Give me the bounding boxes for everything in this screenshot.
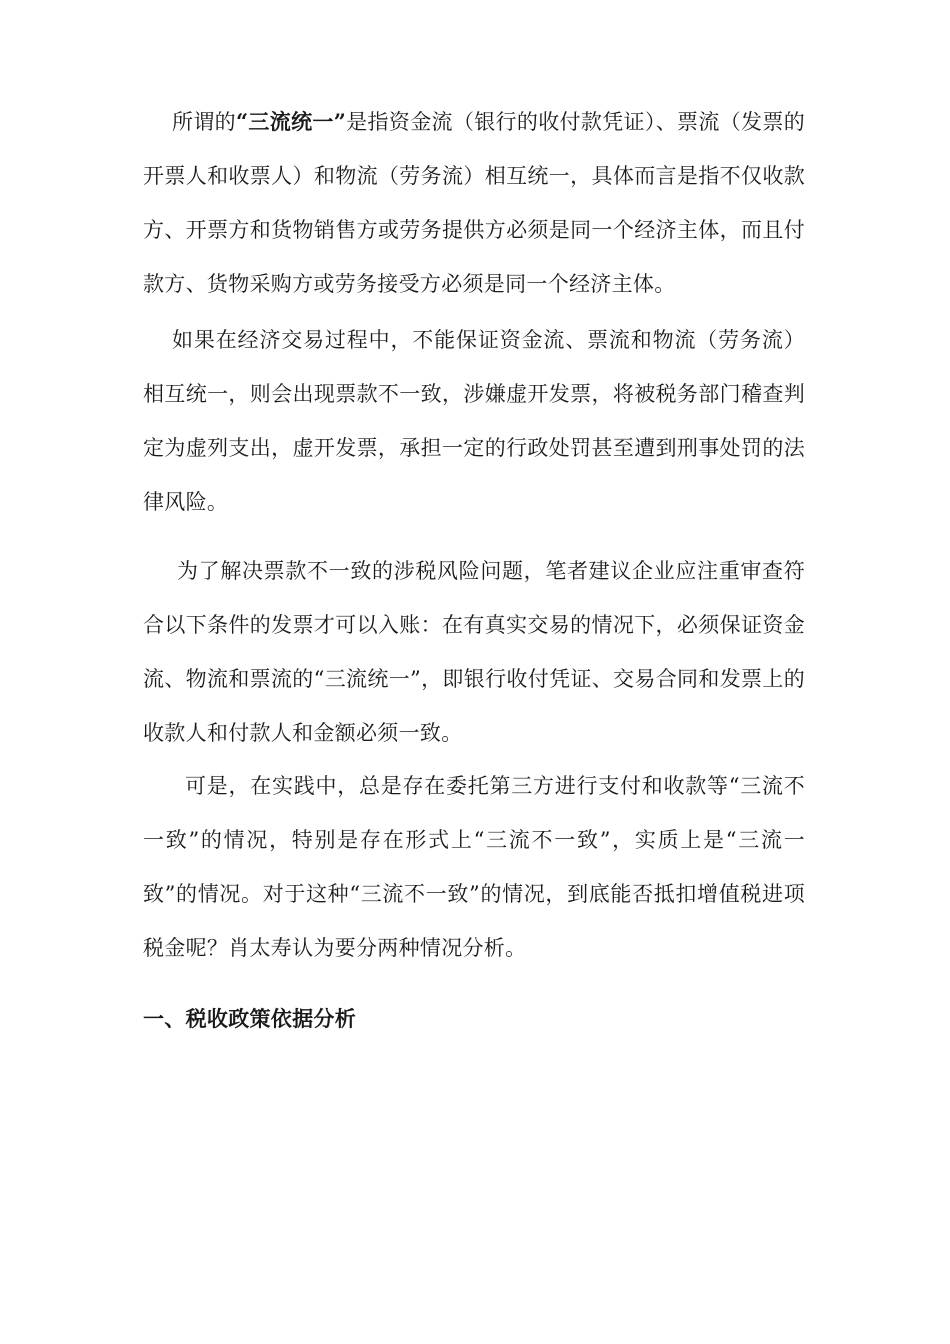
paragraph-practice: 可是，在实践中，总是存在委托第三方进行支付和收款等“三流不一致”的情况，特别是存在形式上“三流不一致”，实质上是“三流一致”的情况。对于这种“三流不一致”的情况，到底能否抵扣增值税进项税金呢？肖太寿认为要分两种情况分析。 bbox=[143, 774, 805, 960]
emphasis-three-flows-unified: “三流统一” bbox=[236, 109, 347, 134]
paragraph-body: 是指资金流（银行的收付款凭证）、票流（发票的开票人和收票人）和物流（劳务流）相互统一，具体而言是指不仅收款方、开票方和货物销售方或劳务提供方必须是同一个经济主体，而且付款方、货物采购方或劳务接受方必须是同一个经济主体。 bbox=[143, 110, 805, 296]
paragraph-prefix: 所谓的 bbox=[172, 110, 237, 134]
paragraph-risk: 如果在经济交易过程中，不能保证资金流、票流和物流（劳务流）相互统一，则会出现票款不一致，涉嫌虚开发票，将被税务部门稽查判定为虚列支出，虚开发票，承担一定的行政处罚甚至遭到刑事处罚的法律风险。 bbox=[143, 328, 805, 514]
paragraph-suggestion: 为了解决票款不一致的涉税风险问题，笔者建议企业应注重审查符合以下条件的发票才可以入账：在有真实交易的情况下，必须保证资金流、物流和票流的“三流统一”，即银行收付凭证、交易合同和发票上的收款人和付款人和金额必须一致。 bbox=[143, 559, 805, 745]
paragraph-three-flows-definition bbox=[143, 95, 805, 311]
section-heading: 一、税收政策依据分析 bbox=[143, 1006, 356, 1031]
